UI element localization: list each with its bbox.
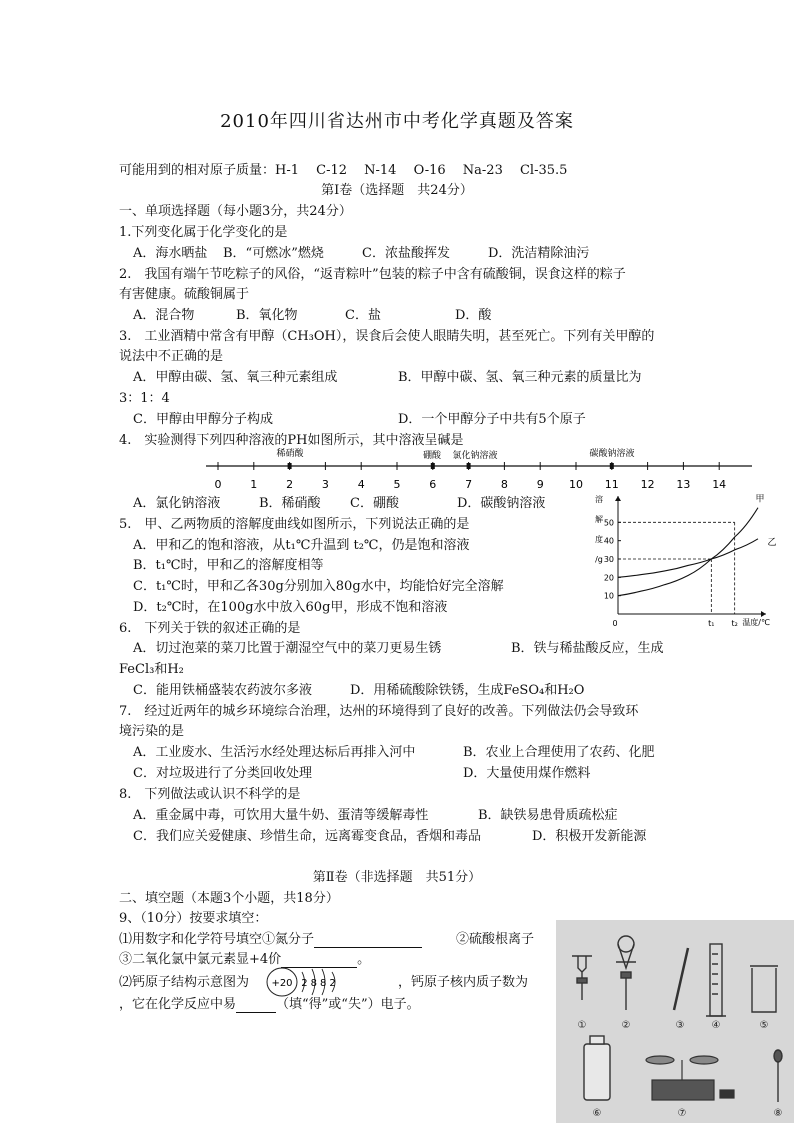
y-tick-label: 50: [603, 518, 614, 528]
q8-stem: 8. 下列做法或认识不科学的是: [119, 787, 301, 802]
q6-option-c: C．能用铁桶盛装农药波尔多液: [133, 683, 312, 698]
electron-shells: 2882: [301, 978, 339, 989]
q2-stem-line1: 2. 我国有端午节吃粽子的风俗，“返青粽叶”包装的粽子中含有硫酸铜，误食这样的粽子: [119, 267, 626, 282]
apparatus-number-label: ②: [621, 1020, 631, 1031]
q1-option-d: D．洗洁精除油污: [488, 246, 590, 261]
calcium-atom-structure: [262, 962, 396, 1000]
q9-part2-text: ⑵钙原子结构示意图为: [119, 975, 250, 990]
label-nacl-solution: 氯化钠溶液: [452, 451, 498, 461]
part2-heading: 第Ⅱ卷（非选择题 共51分）: [312, 870, 482, 885]
y-axis-label-char: /g: [595, 555, 603, 564]
q4-option-c: C．硼酸: [350, 496, 399, 511]
q7-option-b: B．农业上合理使用了农药、化肥: [463, 745, 655, 760]
q7-option-a: A．工业废水、生活污水经处理达标后再排入河中: [133, 745, 416, 760]
x-axis-label: 温度/℃: [742, 618, 770, 627]
apparatus-number-label: ⑦: [677, 1108, 687, 1119]
ph-tick-label: 1: [250, 478, 258, 491]
y-tick-label: 10: [603, 591, 614, 601]
q7-option-c: C．对垃圾进行了分类回收处理: [133, 766, 312, 781]
q1-option-c: C．浓盐酸挥发: [362, 246, 450, 261]
q8-option-c: C．我们应关爱健康、珍惜生命，远离霉变食品，香烟和毒品: [133, 829, 481, 844]
q3-option-a: A．甲醇由碳、氢、氧三种元素组成: [133, 370, 338, 385]
q4-option-d: D．碳酸钠溶液: [457, 496, 546, 511]
y-axis-label-char: 解: [595, 515, 603, 524]
label-boric-acid: 硼酸: [422, 451, 442, 461]
answer-blank-nitrogen[interactable]: [314, 934, 422, 948]
q9-clo2-period: 。: [357, 952, 371, 967]
part1-heading: 第Ⅰ卷（选择题 共24分）: [321, 183, 473, 198]
ph-tick-label: 8: [500, 478, 508, 491]
q3-stem-line2: 说法中不正确的是: [119, 349, 224, 364]
q2-option-c: C．盐: [345, 308, 381, 323]
q4-option-a: A．氯化钠溶液: [133, 496, 221, 511]
ph-tick-label: 9: [536, 478, 544, 491]
ph-tick-label: 6: [429, 478, 437, 491]
y-tick-label: 40: [603, 536, 614, 546]
series-label: 乙: [767, 537, 777, 548]
q8-option-b: B．缺铁易患骨质疏松症: [478, 808, 618, 823]
q1-option-a: A．海水晒盐: [133, 246, 208, 261]
q7-option-d: D．大量使用煤作燃料: [463, 766, 591, 781]
x-axis-arrow: [761, 611, 766, 617]
q9-clo2-text: ③二氧化氯中氯元素显+4价: [119, 952, 282, 967]
q9-fill-hint: （填“得”或“失”）电子。: [276, 997, 420, 1012]
apparatus-number-label: ①: [577, 1020, 587, 1031]
apparatus-drawing: [556, 920, 794, 1123]
graduated-cylinder-icon: [706, 944, 726, 1016]
apparatus-number-label: ⑥: [592, 1108, 602, 1119]
ph-tick-label: 13: [676, 478, 691, 491]
ph-tick-label: 10: [569, 478, 583, 491]
q8-option-d: D．积极开发新能源: [532, 829, 647, 844]
q6-option-b: B．铁与稀盐酸反应，生成: [511, 641, 664, 656]
y-axis-label-char: 溶: [595, 495, 603, 504]
label-nitric-acid: 稀硝酸: [276, 449, 304, 459]
label-na2co3-solution: 碳酸钠溶液: [589, 449, 635, 459]
ph-scale-figure: [200, 446, 760, 494]
q2-option-a: A．混合物: [133, 308, 195, 323]
ph-tick-label: 0: [214, 478, 222, 491]
q5-option-b: B．t₁℃时，甲和乙的溶解度相等: [133, 558, 324, 573]
ph-tick-label: 3: [321, 478, 329, 491]
q2-option-b: B．氧化物: [236, 308, 298, 323]
q3-option-c: C．甲醇由甲醇分子构成: [133, 412, 273, 427]
q9-sulfate-label: ②硫酸根离子: [456, 932, 535, 947]
answer-blank-electron[interactable]: [236, 999, 276, 1013]
q5-stem: 5. 甲、乙两物质的溶解度曲线如图所示，下列说法正确的是: [119, 517, 470, 532]
glass-rod-icon: [674, 948, 688, 1010]
q1-stem: 1.下列变化属于化学变化的是: [119, 225, 288, 240]
page-title: 2010年四川省达州市中考化学真题及答案: [220, 111, 574, 132]
apparatus-number-label: ④: [711, 1020, 721, 1031]
y-tick-label: 20: [603, 573, 614, 583]
q9-react-text: ，它在化学反应中易: [119, 997, 237, 1012]
ph-tick-label: 7: [465, 478, 473, 491]
separatory-funnel-icon: [616, 936, 636, 1010]
y-tick-label: 30: [603, 555, 614, 564]
funnel-icon: [572, 956, 592, 1000]
reagent-bottle-icon: [584, 1036, 610, 1100]
section1-heading: 一、单项选择题（每小题3分，共24分）: [119, 204, 352, 219]
q6-option-a: A．切过泡菜的菜刀比置于潮湿空气中的菜刀更易生锈: [133, 641, 442, 656]
q9-part1-line: [119, 931, 422, 948]
q4-stem: 4. 实验测得下列四种溶液的PH如图所示，其中溶液呈碱是: [119, 433, 464, 448]
q6-option-d: D．用稀硫酸除铁锈，生成FeSO₄和H₂O: [350, 683, 585, 698]
q6-option-b-cont: FeCl₃和H₂: [119, 662, 184, 677]
q5-option-a: A．甲和乙的饱和溶液，从t₁℃升温到 t₂℃，仍是饱和溶液: [133, 538, 470, 553]
q3-stem-line1: 3. 工业酒精中常含有甲醇（CH₃OH），误食后会使人眼睛失明，甚至死亡。下列有关甲醇的: [119, 329, 655, 344]
q6-stem: 6. 下列关于铁的叙述正确的是: [119, 621, 301, 636]
series-line-jia: [618, 508, 758, 596]
q9-stem: 9、（10分）按要求填空：: [119, 911, 268, 926]
q2-stem-line2: 有害健康。硫酸铜属于: [119, 287, 250, 302]
q1-option-b: B．“可燃冰”燃烧: [223, 246, 324, 261]
beaker-icon: [750, 966, 778, 1012]
x-tick-label: t₁: [708, 619, 715, 628]
apparatus-number-label: ⑤: [759, 1020, 769, 1031]
q4-option-b: B．稀硝酸: [259, 496, 321, 511]
dropper-icon: [774, 1050, 782, 1102]
ph-tick-label: 5: [393, 478, 401, 491]
atomic-masses: 可能用到的相对原子质量：H-1 C-12 N-14 O-16 Na-23 Cl-35.5: [119, 163, 568, 178]
q9-proton-text: ，钙原子核内质子数为: [398, 975, 529, 990]
x-tick-label: t₂: [731, 619, 738, 628]
lab-apparatus-photo: [556, 920, 794, 1123]
nucleus-charge: +20: [271, 978, 293, 989]
series-label: 甲: [755, 494, 765, 505]
y-axis-arrow: [615, 496, 621, 501]
q8-option-a: A．重金属中毒，可饮用大量牛奶、蛋清等缓解毒性: [133, 808, 429, 823]
q5-option-d: D．t₂℃时，在100g水中放入60g甲，形成不饱和溶液: [133, 600, 448, 615]
q9-part1-text: ⑴用数字和化学符号填空①氮分子: [119, 932, 315, 947]
q5-option-c: C．t₁℃时，甲和乙各30g分别加入80g水中，均能恰好完全溶解: [133, 579, 504, 594]
q3-option-b: B．甲醇中碳、氢、氧三种元素的质量比为: [398, 370, 642, 385]
ph-tick-label: 2: [286, 478, 294, 491]
apparatus-number-label: ③: [675, 1020, 685, 1031]
series-line-yi: [618, 539, 758, 578]
ph-tick-label: 11: [604, 478, 619, 491]
ph-tick-label: 14: [712, 478, 727, 491]
q2-option-d: D．酸: [455, 308, 492, 323]
ph-tick-label: 4: [357, 478, 365, 491]
apparatus-number-label: ⑧: [773, 1108, 783, 1119]
solubility-chart: [588, 490, 788, 636]
q7-stem-line2: 境污染的是: [119, 724, 185, 739]
section2-heading: 二、填空题（本题3个小题，共18分）: [119, 891, 339, 906]
q9-part2-line2: [119, 996, 420, 1013]
q3-option-b-cont: 3：1：4: [119, 391, 170, 406]
q7-stem-line1: 7. 经过近两年的城乡环境综合治理，达州的环境得到了良好的改善。下列做法仍会导致环: [119, 704, 639, 719]
ph-tick-label: 12: [640, 478, 655, 491]
q3-option-d: D．一个甲醇分子中共有5个原子: [398, 412, 586, 427]
y-axis-label-char: 度: [595, 535, 603, 544]
balance-icon: [646, 1056, 734, 1100]
origin-label: 0: [612, 619, 618, 628]
